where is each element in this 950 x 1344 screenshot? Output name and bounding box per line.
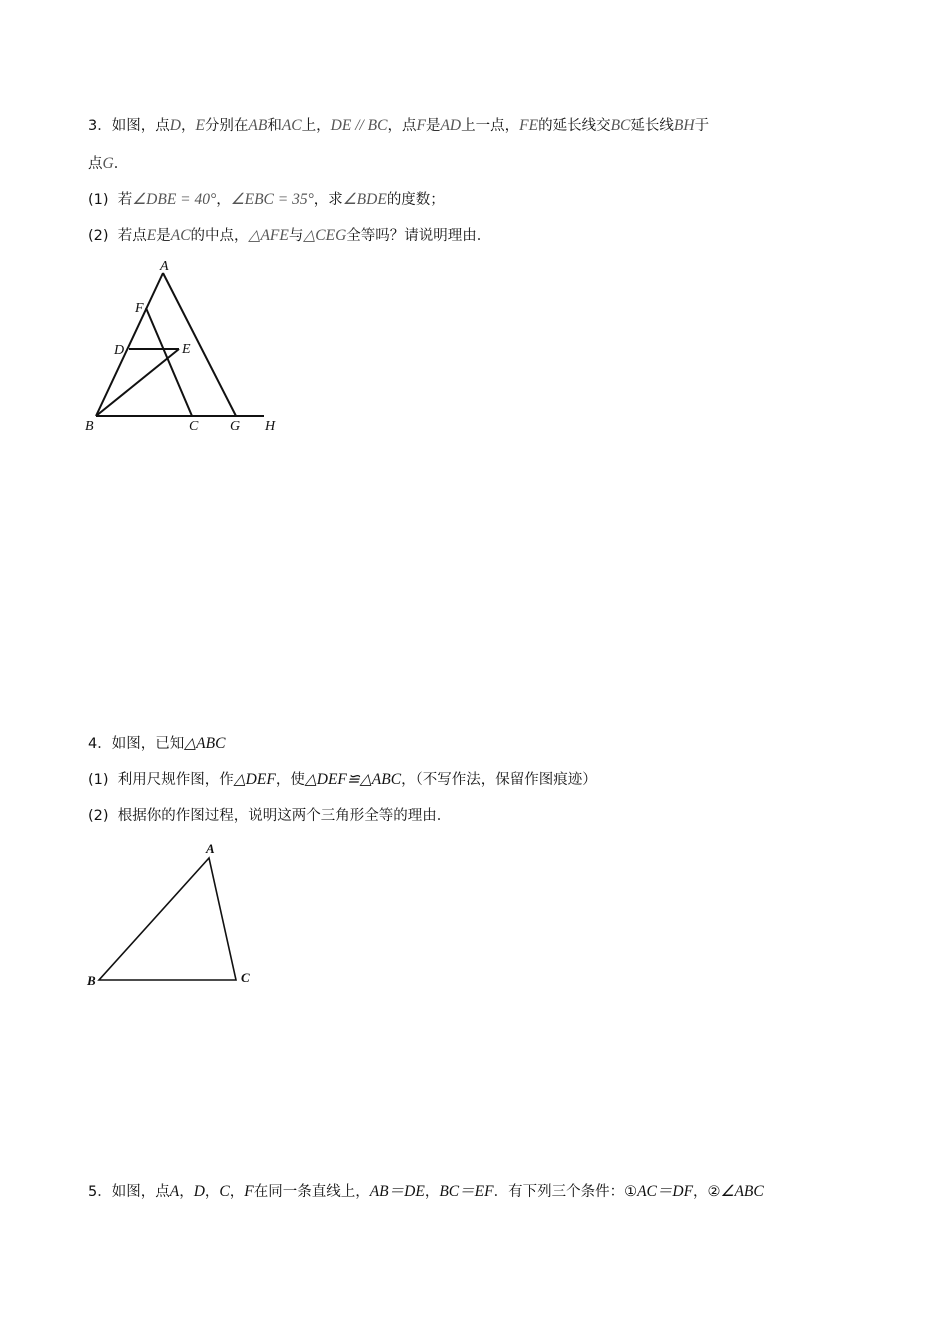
label-F: F [135,301,144,316]
q5-number: 5． [88,1184,112,1200]
q4-number: 4． [88,736,112,752]
label-C: C [189,419,199,434]
label-G: G [230,419,241,434]
label-D: D [114,343,125,358]
label-A: A [160,259,169,274]
q3-part2-label: (2) [88,228,109,244]
label-E: E [182,342,191,357]
label-B: B [85,419,94,434]
label-A: A [206,841,215,856]
q4-part1-label: (1) [88,772,109,788]
q3-part2: (2) 若点E是AC的中点，△AFE与△CEG全等吗？请说明理由． [88,227,492,244]
q4-stem: 4．如图，已知△ABC [88,735,226,752]
label-H: H [265,419,276,434]
q4-part2: (2) 根据你的作图过程，说明这两个三角形全等的理由． [88,808,452,824]
q3-number: 3． [88,118,112,134]
q4-part1: (1) 利用尺规作图，作△DEF，使△DEF≌△ABC，（不写作法，保留作图痕迹） [88,771,597,788]
q5-stem: 5．如图，点A，D，C，F在同一条直线上，AB＝DE，BC＝EF．有下列三个条件：①AC＝DF，②∠ABC [88,1183,764,1200]
triangle-ABC [99,858,236,980]
q3-part1: (1) 若∠DBE = 40°，∠EBC = 35°，求∠BDE的度数； [88,191,445,208]
q3-stem-line1: 3．如图，点D，E分别在AB和AC上，DE // BC，点F是AD上一点，FE的延长线交BC延长线BH于 [88,117,710,134]
q4-part2-label: (2) [88,808,109,824]
label-C: C [241,970,250,985]
label-B: B [87,973,96,988]
q3-stem-line2: 点G． [88,155,129,172]
q3-part1-label: (1) [88,192,109,208]
